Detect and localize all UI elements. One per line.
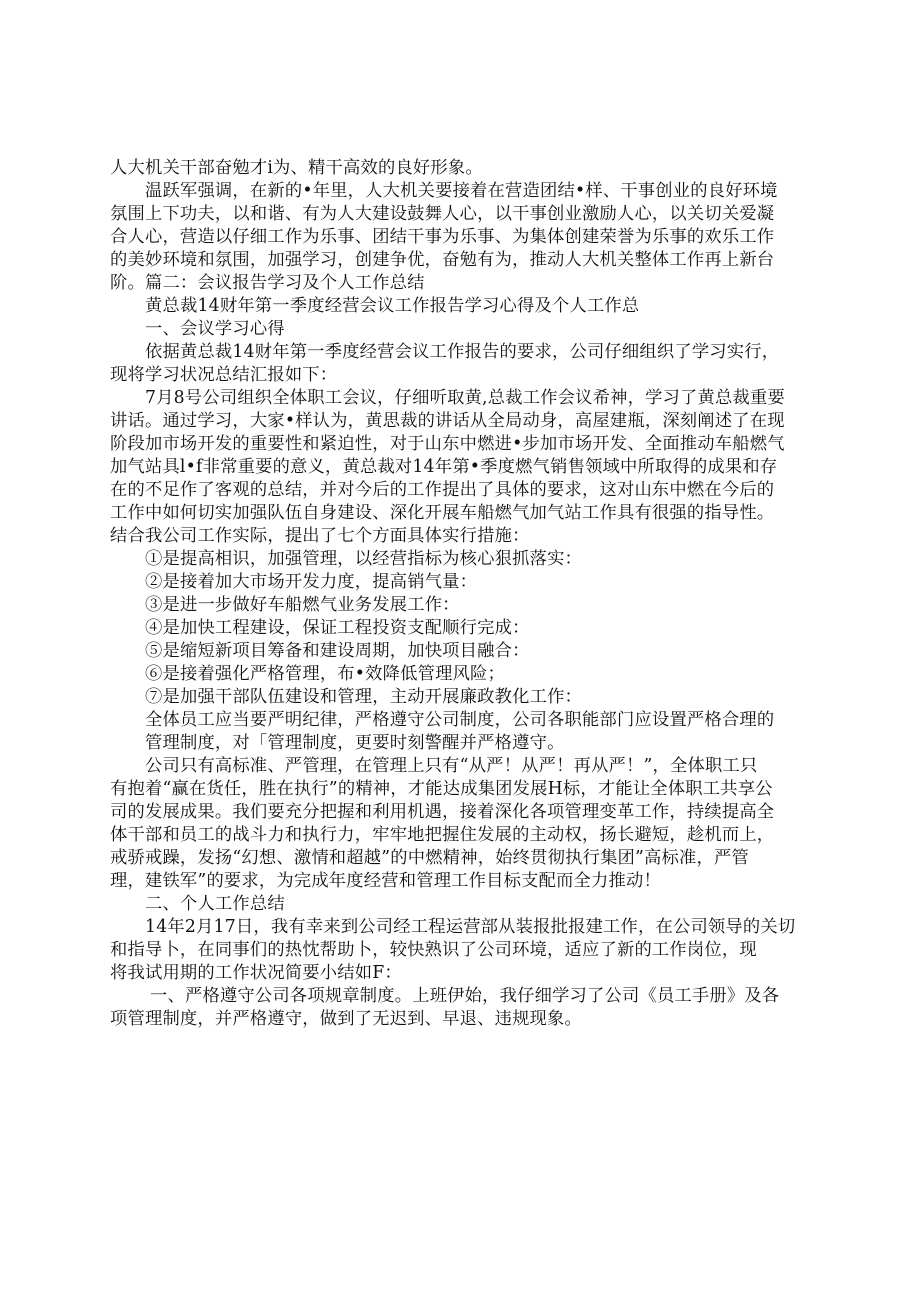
text-line: 理，建铁军”的要求，为完成年度经营和管理工作目标支配而全力推动！ [110, 871, 661, 891]
text-line: ⑤是缩短新项目筹备和建设周期，加快项目融合： [145, 641, 530, 661]
text-line: 和指导卜，在同事们的热忱帮助卜，较快熟识了公司环境，适应了新的工作岗位，现 [110, 940, 757, 960]
text-line: 一、严格遵守公司各项规章制度。上班伊始，我仔细学习了公司《员工手册》及各 [150, 986, 780, 1006]
text-line: 黄总裁14财年第一季度经营会议工作报告学习心得及个人工作总 [145, 296, 640, 316]
text-line: ①是提高相识，加强管理，以经营指标为核心狠抓落实： [145, 549, 583, 569]
text-line: ④是加快工程建设，保证工程投资支配顺行完成： [145, 618, 530, 638]
text-line: 温跃军强调，在新的•年里，人大机关要接着在营造团结•样、干事创业的良好环境 [145, 181, 778, 201]
text-line: ⑥是接着强化严格管理，布•效降低管理风险； [145, 664, 506, 684]
text-line: 合人心，营造以仔细工作为乐事、团结干事为乐事、为集体创建荣誉为乐事的欢乐工作 [110, 227, 775, 247]
text-line: 现将学习状况总结汇报如下： [110, 365, 338, 385]
text-line: 依据黄总裁14财年第一季度经营会议工作报告的要求，公司仔细组织了学习实行， [145, 342, 780, 362]
text-line: 阶段加市场开发的重要性和紧迫性，对于山东中燃进•步加市场开发、全面推动车船燃气 [110, 434, 785, 454]
text-line: 7月8号公司组织全体职工会议，仔细听取黄,总裁工作会议希神，学习了黄总裁重要 [145, 388, 785, 408]
text-line: ②是接着加大市场开发力度，提高销气量： [145, 572, 478, 592]
text-line: 氛围上下功夫，以和谐、有为人大建设鼓舞人心，以干事创业激励人心，以关切关爱凝 [110, 204, 775, 224]
text-line: 人大机关干部奋勉才i为、精干高效的良好形象。 [110, 158, 483, 178]
text-line: 体干部和员工的战斗力和执行力，牢牢地把握住发展的主动权，扬长避短，趁机而上， [110, 825, 775, 845]
text-line: 项管理制度，并严格遵守，做到了无迟到、早退、违规现象。 [110, 1009, 582, 1029]
text-line: 工作中如何切实加强队伍自身建设、深化开展车船燃气加气站工作具有很强的指导性。 [110, 503, 775, 523]
text-line: 将我试用期的工作状况简要小结如F： [110, 963, 402, 983]
text-line: 戒骄戒躁，发扬“幻想、激情和超越”的中燃精神，始终贯彻执行集团”高标准，严管 [110, 848, 749, 868]
text-line: 公司只有高标准、严管理，在管理上只有“从严！从严！再从严！”，全体职工只 [145, 756, 758, 776]
text-line: 阶。篇二：会议报告学习及个人工作总结 [110, 273, 425, 293]
text-line: 一、会议学习心得 [145, 319, 285, 339]
text-line: 二、个人工作总结 [145, 894, 285, 914]
document-body [110, 157, 815, 1031]
text-line: 结合我公司工作实际，提出了七个方面具体实行措施： [110, 526, 530, 546]
text-line: 的美妙环境和氛围，加强学习，创建争优，奋勉有为，推动人大机关整体工作再上新台 [110, 250, 775, 270]
text-line: 全体员工应当要严明纪律，严格遵守公司制度，公司各职能部门应设置严格合理的 [145, 710, 775, 730]
text-line: 司的发展成果。我们要充分把握和利用机遇，接着深化各项管理变革工作，持续提高全 [110, 802, 775, 822]
text-line: ⑦是加强干部队伍建设和管理，主动开展廉政教化工作： [145, 687, 583, 707]
text-line: 在的不足作了客观的总结，并对今后的工作提出了具体的要求，这对山东中燃在今后的 [110, 480, 775, 500]
text-line: 讲话。通过学习，大家•样认为，黄思裁的讲话从全局动身，高屋建瓶，深刻阐述了在现 [110, 411, 785, 431]
text-line: 管理制度，对「管理制度，更要时刻警醒并严格遵守。 [145, 733, 565, 753]
text-line: 有抱着“赢在货任，胜在执行”的精神，才能达成集团发展H标，才能让全体职工共享公 [110, 779, 773, 799]
text-line: 14年2月17日，我有幸来到公司经工程运营部从装报批报建工作，在公司领导的关切 [145, 917, 796, 937]
text-line: 加气站具l•f非常重要的意义，黄总裁对14年第•季度燃气销售领域中所取得的成果和存 [110, 457, 778, 477]
text-line: ③是进一步做好车船燃气业务发展工作： [145, 595, 460, 615]
